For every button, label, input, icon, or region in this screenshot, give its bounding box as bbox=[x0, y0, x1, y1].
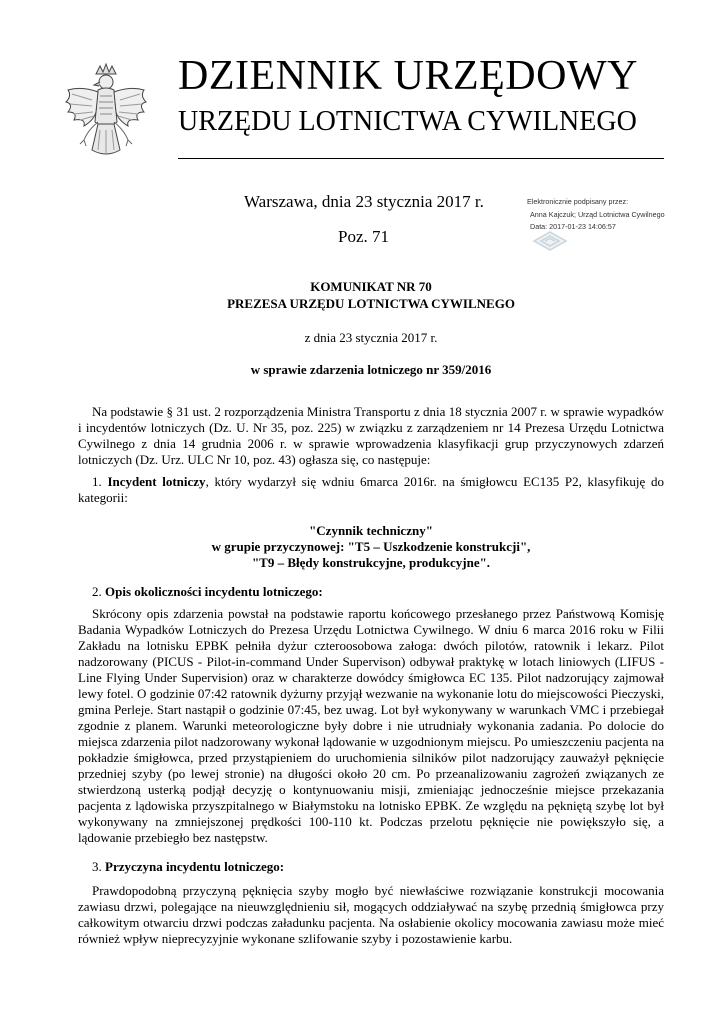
journal-subtitle: URZĘDU LOTNICTWA CYWILNEGO bbox=[178, 106, 637, 137]
signature-line-3: Data: 2017-01-23 14:06:57 bbox=[530, 222, 616, 232]
section-2-paragraph: Skrócony opis zdarzenia powstał na podstawie raportu końcowego przesłanego przez Państwową Komisję Badania Wypadków Lotniczych do Prezesa Urzędu Lotnictwa Cywilnego. W dniu 6 marca 2016 roku w Filii Zakładu na lotnisku EPBK pełniła dyżur czteroosobowa załoga: dwóch pilotów, ratownik i lekarz. Pilot nadzorowany (PICUS - Pilot-in-command Under Supervison) odbywał praktykę w lotach liniowych (LIFUS - Line Flying Under Supervision) oraz w charakterze dowódcy śmigłowca EC 135. Pilot nadzorujący zajmował lewy fotel. O godzinie 07:42 ratownik dyżurny przyjął wezwanie na wykonanie lotu do miejscowości Pieczyski, gmina Perleje. Start nastąpił o godzinie 07:45, bez uwag. Lot był wykonywany w warunkach VMC i przebiegał zgodnie z planem. Warunki meteorologiczne były dobre i nie utrudniały wykonania zadania. Po dolocie do miejsca zdarzenia pilot nadzorowany wykonał lądowanie w uzgodnionym miejscu. Po umieszczeniu pacjenta na pokładzie śmigłowca, przed przystąpieniem do uruchomienia silników pilot nadzorujący zauważył pęknięcie przedniej szyby (po lewej stronie) na długości około 20 cm. Po przeanalizowaniu zagrożeń związanych ze stwierdzoną usterką podjął decyzję o kontynuowaniu misji, zmieniając jednocześnie miejsce przekazania pacjenta z lądowiska przyszpitalnego w Białymstoku na lotnisko EPBK. Ze względu na pękniętą szybę lot był wykonywany na zmniejszonej prędkości 100-110 kt. Podczas przelotu pęknięcie nie powiększyło się, a lądowanie przebiegło bez następstw. bbox=[78, 606, 664, 845]
eagle-emblem-icon bbox=[62, 60, 150, 170]
section-3-heading bbox=[92, 859, 284, 875]
header-divider bbox=[178, 158, 664, 159]
section-3-title: Przyczyna incydentu lotniczego: bbox=[105, 859, 285, 874]
section-2-number: 2. bbox=[92, 584, 102, 599]
place-date: Warszawa, dnia 23 stycznia 2017 r. bbox=[244, 192, 484, 211]
journal-title: DZIENNIK URZĘDOWY bbox=[178, 53, 638, 99]
section-2-heading bbox=[92, 584, 323, 600]
classification-line-1: "Czynnik techniczny" bbox=[309, 523, 433, 538]
signature-line-1: Elektronicznie podpisany przez: bbox=[527, 197, 629, 206]
communique-subject: w sprawie zdarzenia lotniczego nr 359/2016 bbox=[250, 362, 492, 377]
communique-date: z dnia 23 stycznia 2017 r. bbox=[304, 330, 438, 345]
classification-line-2: w grupie przyczynowej: "T5 – Uszkodzenie konstrukcji", bbox=[211, 539, 531, 554]
intro-paragraph: Na podstawie § 31 ust. 2 rozporządzenia Ministra Transportu z dnia 18 stycznia 2007 r. w sprawie wypadków i incydentów lotniczych (Dz. U. Nr 35, poz. 225) w związku z zarządzeniem nr 14 Prezesa Urzędu Lotnictwa Cywilnego z dnia 14 grudnia 2006 r. w sprawie wprowadzenia klasyfikacji grup przyczynowych zdarzeń lotniczych (Dz. Urz. ULC Nr 10, poz. 43) ogłasza się, co następuje: bbox=[78, 404, 664, 467]
section-3-number: 3. bbox=[92, 859, 102, 874]
signature-line-2: Anna Kajczuk; Urząd Lotnictwa Cywilnego bbox=[530, 209, 665, 219]
item-1-paragraph bbox=[78, 474, 664, 506]
classification-line-3: "T9 – Błędy konstrukcyjne, produkcyjne". bbox=[251, 555, 491, 570]
communique-issuer: PREZESA URZĘDU LOTNICTWA CYWILNEGO bbox=[227, 296, 515, 311]
communique-number: KOMUNIKAT NR 70 bbox=[310, 279, 432, 294]
section-3-paragraph: Prawdopodobną przyczyną pęknięcia szyby mogło być niewłaściwe rozwiązanie konstrukcji mocowania zawiasu drzwi, polegające na nieuwzględnieniu sił, mogących oddziaływać na szybę przednią śmigłowca przy całkowitym otwarciu drzwi podczas załadunku pacjenta. Na osłabienie okolicy mocowania zawiasu może mieć również wpływ nieprecyzyjnie wykonane szlifowanie szyby i pozostawienie karbu. bbox=[78, 883, 664, 946]
position-number: Poz. 71 bbox=[338, 227, 389, 246]
signature-stamp-icon bbox=[532, 230, 568, 252]
electronic-signature bbox=[527, 196, 665, 234]
section-2-title: Opis okoliczności incydentu lotniczego: bbox=[105, 584, 323, 599]
item-1-number: 1. bbox=[92, 474, 102, 489]
item-1-label: Incydent lotniczy bbox=[107, 474, 206, 489]
item-1-text: , który wydarzył się wdniu 6marca 2016r. na śmigłowcu EC135 P2, klasyfikuję do kategorii: bbox=[78, 474, 664, 505]
